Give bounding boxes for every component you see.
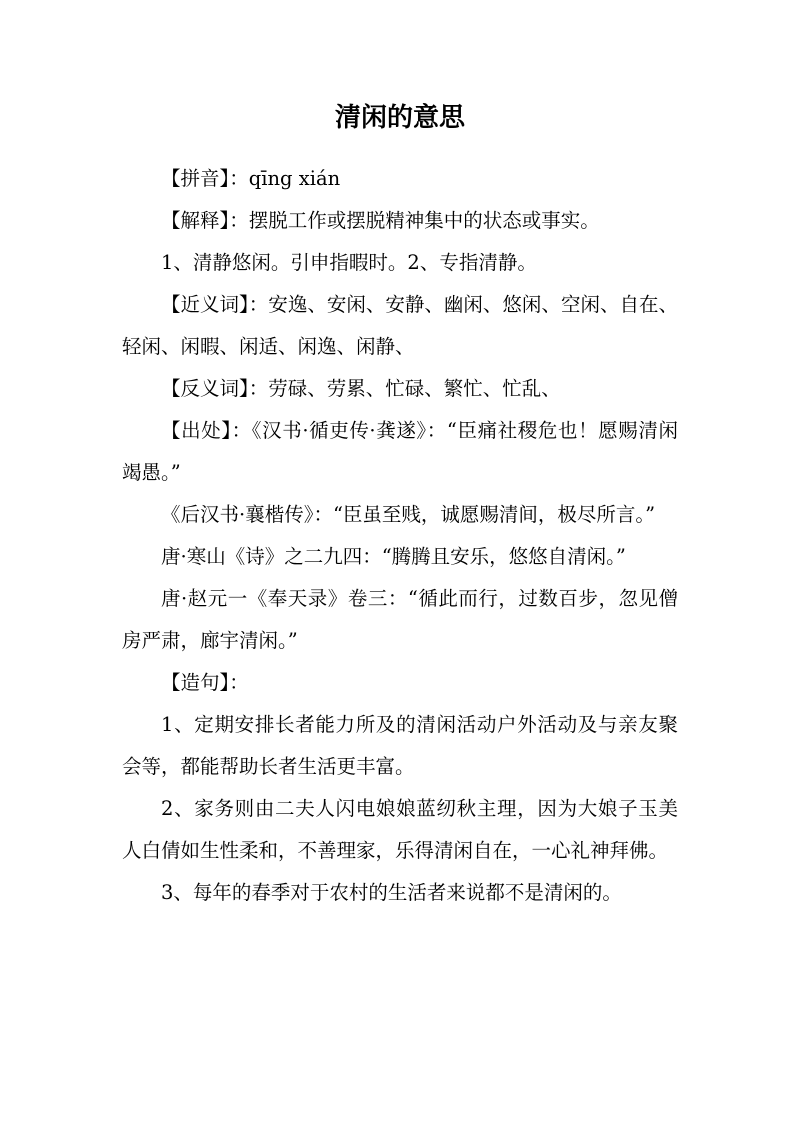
source-paragraph: 【出处】：《汉书·循吏传·龚遂》：“臣痛社稷危也！愿赐清闲竭愚。” — [122, 419, 678, 484]
example-heading: 【造句】： — [161, 671, 249, 694]
example-sentence: 1、定期安排长者能力所及的清闲活动户外活动及与亲友聚会等，都能帮助长者生活更丰富。 — [122, 713, 678, 778]
synonyms-paragraph: 【近义词】：安逸、安闲、安静、幽闲、悠闲、空闲、自在、轻闲、闲暇、闲适、闲逸、闲静、 — [122, 293, 678, 358]
source-quote-paragraph: 《后汉书·襄楷传》：“臣虽至贱，诚愿赐清间，极尽所言。” — [161, 503, 656, 526]
page-title: 清闲的意思 — [334, 103, 465, 133]
definition-paragraph: 【解释】：摆脱工作或摆脱精神集中的状态或事实。 — [161, 209, 600, 232]
example-sentence: 2、家务则由二夫人闪电娘娘蓝纫秋主理，因为大娘子玉美人白倩如生性柔和，不善理家，乐得清闲自在，一心礼神拜佛。 — [122, 797, 678, 862]
pinyin-paragraph: 【拼音】：qīng xián — [161, 167, 341, 190]
document-body — [122, 158, 678, 914]
antonyms-paragraph: 【反义词】：劳碌、劳累、忙碌、繁忙、忙乱、 — [161, 377, 561, 400]
meaning-paragraph: 1、清静悠闲。引申指暇时。2、专指清静。 — [161, 251, 537, 274]
example-sentence: 3、每年的春季对于农村的生活者来说都不是清闲的。 — [161, 881, 622, 904]
source-quote-paragraph: 唐·寒山《诗》之二九四：“腾腾且安乐，悠悠自清闲。” — [161, 545, 626, 568]
source-quote-paragraph: 唐·赵元一《奉天录》卷三：“循此而行，过数百步，忽见僧房严肃，廊宇清闲。” — [122, 587, 678, 652]
